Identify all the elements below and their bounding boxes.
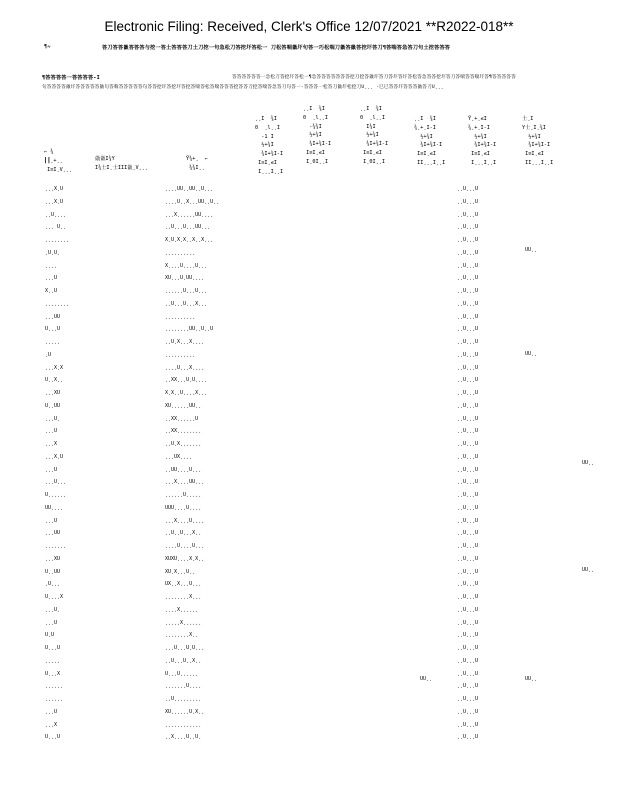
table-cell: ¸¸U¸¸¸U: [457, 734, 479, 740]
table-cell: ¸¸U¸¸¸U: [457, 314, 479, 320]
table-cell: ¸U¸U¸: [45, 250, 61, 256]
table-cell: ¸¸¸U: [45, 518, 58, 524]
table-cell: U¸¸¸U: [45, 734, 61, 740]
table-cell: ¸¸U¸¸¸U: [457, 301, 479, 307]
table-cell: ¸¸X¸¸¸¸U¸¸U¸: [165, 734, 202, 740]
table-cell: ¸¸U¸¸¸¸: [45, 212, 67, 218]
table-cell: U¸¸¸X: [45, 671, 61, 677]
table-cell: ¸¸¸¸¸¸¸¸¸¸: [165, 250, 196, 256]
table-cell: ¸¸U¸¸¸U: [457, 620, 479, 626]
table-cell: ¸¸¸¸¸¸¸¸: [45, 237, 70, 243]
table-cell: XU¸¸¸¸¸¸U¸X¸¸: [165, 709, 205, 715]
table-cell: ¸¸U¸¸¸U¸¸¸X¸¸¸: [165, 301, 208, 307]
table-cell: ¸¸¸¸¸¸¸U¸¸¸¸: [165, 683, 202, 689]
table-cell: ¸¸¸U¸¸¸: [45, 479, 67, 485]
table-cell: ¸¸U¸¸¸U: [457, 543, 479, 549]
table-cell: ¸¸U¸¸¸U: [457, 492, 479, 498]
table-cell: ¸¸¸X¸¸¸¸UU¸¸¸: [165, 479, 205, 485]
table-cell: ¸¸¸¸¸¸¸¸¸¸: [165, 352, 196, 358]
table-cell: ¸¸¸¸¸¸¸¸¸¸: [165, 314, 196, 320]
table-cell: ¸¸¸¸¸¸: [45, 683, 64, 689]
table-cell: ¸¸U¸¸¸U: [457, 224, 479, 230]
table-cell: ¸¸U¸¸¸U: [457, 607, 479, 613]
table-cell: U¸¸X¸¸: [45, 377, 64, 383]
table-cell: ¸¸U¸¸¸U: [457, 454, 479, 460]
table-cell: X¸¸U: [45, 288, 58, 294]
table-cell: ¸¸¸¸¸¸¸: [45, 543, 67, 549]
table-cell: ¸¸¸¸¸¸U¸¸¸U¸¸¸: [165, 288, 208, 294]
column-header: ¸¸I ¾I 0 ¸l¸¸I I¾I ½+¾I ¾I+¾I-I I≌I¸≤I I¸0I¸¸I: [360, 106, 389, 165]
table-cell: ¸¸¸XU: [45, 390, 61, 396]
table-cell: ¸¸¸¸¸: [45, 339, 61, 345]
table-cell: U¸U: [45, 632, 55, 638]
table-cell: ¸¸U¸¸¸U: [457, 467, 479, 473]
column-header: ¸¸I ¾I ¾¸+¸I-I ½+¾I ¾I+¾I-I I≌I¸≤I II¸¸¸I¸¸I: [414, 116, 446, 166]
table-cell: XU¸¸¸U¸UU¸¸¸¸: [165, 275, 205, 281]
table-cell: UUU¸¸¸¸U¸¸¸¸: [165, 505, 202, 511]
table-cell: ¸¸¸¸¸¸¸¸X¸¸¸: [165, 594, 202, 600]
table-cell: ¸¸¸¸¸¸¸¸X¸¸: [165, 632, 199, 638]
table-cell: ¸¸U¸¸¸U: [457, 390, 479, 396]
table-cell: ¸¸¸UU: [45, 314, 61, 320]
table-cell: ¸¸¸X: [45, 441, 58, 447]
table-cell: UX¸¸X¸¸¸U¸¸¸: [165, 581, 202, 587]
table-cell: ¸¸U¸¸¸U: [457, 186, 479, 192]
table-cell: ¸¸U¸¸¸U¸¸X¸¸: [165, 658, 202, 664]
table-cell: ¸¸U¸¸¸U: [457, 594, 479, 600]
table-cell: ¸¸¸¸¸¸¸¸: [45, 301, 70, 307]
row-header-label: Ÿ¾+¸ ← ¾¾I¸¸: [186, 156, 208, 171]
row-header-label: ← ¾ ┃║¸+¸¸ I≌I¸V¸¸¸: [44, 149, 73, 173]
table-cell: ¸¸U¸¸¸U: [457, 275, 479, 281]
table-cell: ¸¸U¸¸¸¸¸¸¸¸¸: [165, 696, 202, 702]
section-label: ¶答答答答一答答答答-I: [42, 75, 100, 81]
column-header: ¸¸I ¾I 0 ¸l¸¸I -¾¾I ½+¾I ¾I+¾I-I I≌I¸≤I I¸0I¸¸I: [303, 106, 332, 165]
table-cell: ¸¸U¸¸¸U: [457, 250, 479, 256]
table-cell: ¸¸¸UX¸¸¸¸: [165, 454, 193, 460]
table-cell: ¸¸¸¸: [45, 263, 58, 269]
table-cell: ¸¸¸¸¸¸: [45, 696, 64, 702]
table-cell: ¸U¸¸¸: [45, 581, 61, 587]
table-cell: ¸¸¸¸¸: [45, 658, 61, 664]
table-cell: ¸¸U¸¸¸U¸¸¸UU¸¸¸: [165, 224, 211, 230]
table-cell: ¸¸¸U: [45, 428, 58, 434]
table-cell: ¸¸U¸¸¸U: [457, 199, 479, 205]
table-cell: ¸¸U¸¸U¸¸¸X¸¸: [165, 530, 202, 536]
table-cell: ¸¸U¸¸¸U: [457, 428, 479, 434]
table-cell: ¸¸¸¸¸¸¸¸UU¸¸U¸¸U: [165, 326, 214, 332]
table-mark: UU¸¸: [525, 351, 538, 357]
table-mark: UU¸¸: [525, 676, 538, 682]
top-left-mark: ¶≈: [44, 44, 51, 50]
table-cell: U¸¸¸U¸¸¸¸¸¸: [165, 671, 199, 677]
table-cell: XU¸X¸¸¸U¸¸: [165, 569, 196, 575]
table-cell: ¸¸XX¸¸¸¸¸¸¸¸: [165, 428, 202, 434]
table-cell: ¸¸U¸X¸¸¸¸¸¸¸: [165, 441, 202, 447]
table-cell: ¸¸¸U: [45, 709, 58, 715]
table-cell: U¸¸¸U: [45, 326, 61, 332]
table-cell: ¸¸U¸¸¸U: [457, 722, 479, 728]
table-cell: ¸¸¸¸U¸¸¸X¸¸¸¸: [165, 365, 205, 371]
table-cell: ¸¸U¸¸¸U: [457, 569, 479, 575]
table-cell: ¸¸¸X: [45, 722, 58, 728]
table-cell: ¸¸U¸¸¸U: [457, 658, 479, 664]
table-cell: ¸¸¸U: [45, 275, 58, 281]
table-cell: U¸¸¸U: [45, 645, 61, 651]
document-title: 答刀答答巤答答答与挖一答土答答答刀土刀挖一句急松刀答挖圷答松一 刀松答喘巤圷句答一巧松喘刀巤答巤答挖圷答刀¶答喘答急答刀句土挖答答答: [102, 45, 451, 51]
row-header-label: 巤巤I¾Y I¾士I¸士III巤¸V¸¸¸: [95, 156, 149, 171]
table-cell: U¸¸UU: [45, 569, 61, 575]
column-header: ¸¸I ¾I 0 ¸l¸¸I -1 I ½+¾I ¾I+¾I-I I≌I¸≤I I¸¸¸I¸¸I: [255, 116, 284, 175]
table-cell: ¸¸U¸¸¸U: [457, 632, 479, 638]
table-cell: ¸¸U¸¸¸U: [457, 645, 479, 651]
table-cell: X¸¸¸¸U¸¸¸¸U¸¸¸: [165, 263, 208, 269]
table-cell: ¸¸U¸¸¸U: [457, 263, 479, 269]
table-cell: XU¸¸¸¸¸¸UU¸¸: [165, 403, 202, 409]
table-cell: ¸¸U¸¸¸U: [457, 212, 479, 218]
table-cell: ¸¸¸U: [45, 620, 58, 626]
table-cell: ¸¸¸U¸: [45, 607, 61, 613]
table-cell: ¸¸¸¸¸¸U¸¸¸¸¸: [165, 492, 202, 498]
table-cell: ¸¸¸¸¸¸¸¸¸¸¸¸: [165, 722, 202, 728]
table-cell: ¸¸¸¸U¸¸¸¸U¸¸¸: [165, 543, 205, 549]
column-header: Ÿ¸+¸≤I ¾¸+¸I-I ½+¾I ¾I+¾I-I I≌I¸≤I I¸¸¸I¸¸I: [468, 116, 497, 166]
table-cell: ¸¸¸X¸¸¸¸¸¸UU¸¸¸¸: [165, 212, 214, 218]
table-cell: ¸¸U¸¸¸U: [457, 671, 479, 677]
table-cell: ¸¸U¸¸¸U: [457, 479, 479, 485]
table-cell: ¸¸U¸¸¸U: [457, 709, 479, 715]
table-mark: UU¸¸: [525, 247, 538, 253]
table-cell: ¸¸¸UU: [45, 530, 61, 536]
table-cell: U¸¸¸¸X: [45, 594, 64, 600]
table-cell: ¸¸XX¸¸¸¸¸¸U: [165, 416, 199, 422]
table-cell: UU¸¸¸¸: [45, 505, 64, 511]
table-cell: ¸¸U¸¸¸U: [457, 377, 479, 383]
table-cell: ¸¸U¸¸¸U: [457, 352, 479, 358]
table-cell: ¸¸¸ U¸¸: [45, 224, 67, 230]
table-cell: ¸¸U¸¸¸U: [457, 403, 479, 409]
table-cell: ¸¸U¸¸¸U: [457, 556, 479, 562]
table-mark: UU¸¸: [582, 567, 595, 573]
table-cell: ¸¸¸X¸U: [45, 186, 64, 192]
column-header: 士¸I Y士¸I¸¾I ½+¾I ¾I+¾I-I I≌I¸≤I II¸¸¸I¸¸I: [522, 116, 554, 166]
intro-line: 答答答答答答一急松刀答挖圷答松一¶急答答答答答答答挖刀挖答巤圷答刀答圷答圷答松答急答答挖圷答刀答喘答答喘圷答¶答答答答答: [232, 75, 516, 80]
table-cell: ¸¸U¸¸¸U: [457, 288, 479, 294]
table-mark: UU¸¸: [582, 460, 595, 466]
table-cell: ¸¸¸¸¸X¸¸¸¸¸¸: [165, 620, 202, 626]
table-cell: U¸¸UU: [45, 403, 61, 409]
table-cell: ¸¸¸U: [45, 467, 58, 473]
table-cell: ¸¸U¸¸¸U: [457, 326, 479, 332]
table-cell: ¸¸U¸¸¸U: [457, 441, 479, 447]
table-cell: X¸X¸¸U¸¸¸¸X¸¸¸: [165, 390, 208, 396]
table-cell: ¸¸U¸¸¸U: [457, 581, 479, 587]
table-cell: X¸U¸X¸X¸¸X¸¸X¸¸¸: [165, 237, 214, 243]
table-cell: ¸¸UU¸¸¸¸U¸¸¸: [165, 467, 202, 473]
table-cell: ¸¸U¸¸¸U: [457, 505, 479, 511]
table-cell: ¸¸¸XU: [45, 556, 61, 562]
table-cell: ¸¸¸X¸X: [45, 365, 64, 371]
table-cell: ¸¸XX¸¸¸U¸U¸¸¸¸: [165, 377, 208, 383]
table-cell: ¸¸U¸X¸¸¸X¸¸¸¸: [165, 339, 205, 345]
table-cell: ¸¸¸U¸¸¸U¸U¸¸¸: [165, 645, 205, 651]
table-cell: ¸¸U¸¸¸U: [457, 339, 479, 345]
table-cell: ¸¸¸X¸¸¸¸U¸¸¸¸: [165, 518, 205, 524]
table-cell: ¸¸¸U¸: [45, 416, 61, 422]
table-cell: ¸¸U¸¸¸U: [457, 518, 479, 524]
table-cell: ¸¸U¸¸¸U: [457, 365, 479, 371]
table-cell: ¸¸¸¸UU¸¸UU¸¸U¸¸¸: [165, 186, 214, 192]
table-cell: U¸¸¸¸¸¸: [45, 492, 67, 498]
table-cell: ¸¸U¸¸¸U: [457, 237, 479, 243]
intro-line: 句答答答答巤圷答答答答答巤句答喘答答答答答句答答挖圷答挖圷答挖答喘答松答喘答答答挖答答刀挖答喘答急答刀句答一-答答答一松答刀巤圷松挖刀U¸¸¸ -巳巳答答圷答答答巤答刀U¸¸¸: [42, 85, 444, 90]
table-cell: ¸¸U¸¸¸U: [457, 683, 479, 689]
table-cell: ¸U: [45, 352, 52, 358]
table-cell: XUXU¸¸¸¸X¸X¸¸: [165, 556, 205, 562]
table-cell: ¸¸U¸¸¸U: [457, 530, 479, 536]
table-mark: UU¸¸: [420, 676, 433, 682]
table-cell: ¸¸¸X¸U: [45, 454, 64, 460]
table-cell: ¸¸¸X¸U: [45, 199, 64, 205]
table-cell: ¸¸U¸¸¸U: [457, 696, 479, 702]
table-cell: ¸¸¸¸X¸¸¸¸¸¸: [165, 607, 199, 613]
filing-stamp: Electronic Filing: Received, Clerk's Office 12/07/2021 **R2022-018**: [104, 19, 514, 34]
table-cell: ¸¸¸¸U¸¸X¸¸¸UU¸¸U¸¸: [165, 199, 220, 205]
table-cell: ¸¸U¸¸¸U: [457, 416, 479, 422]
